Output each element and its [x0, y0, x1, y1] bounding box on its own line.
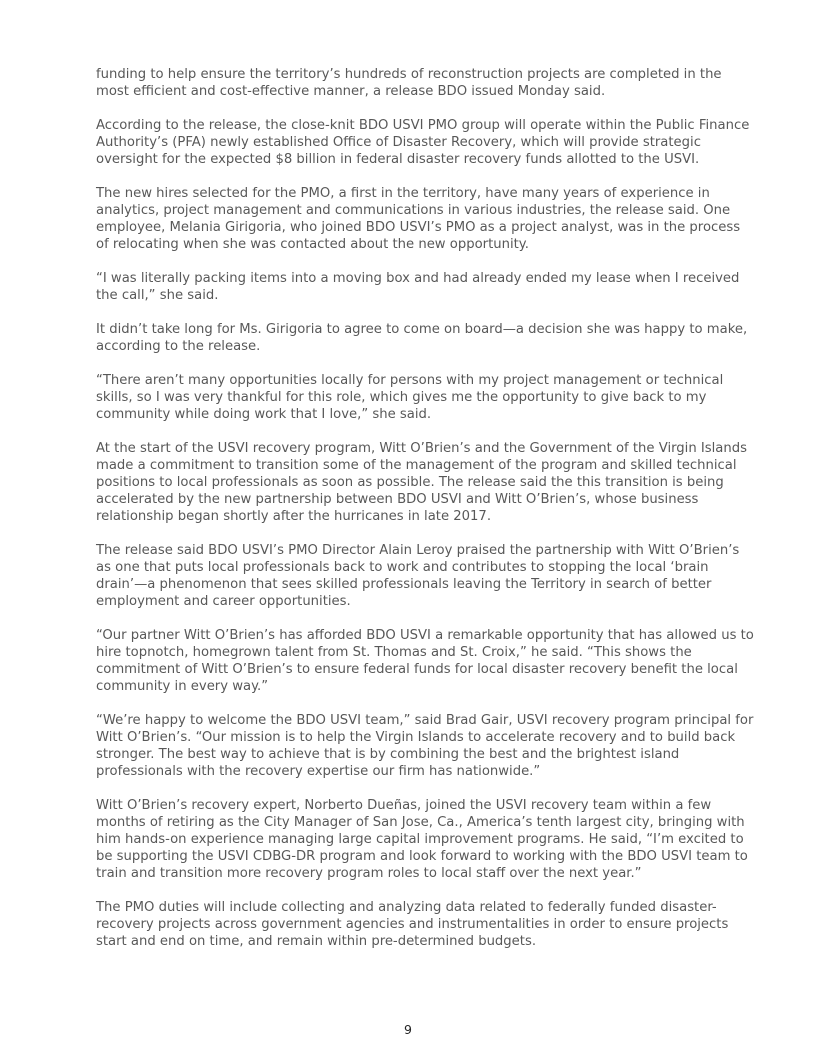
paragraph-pfa-office: According to the release, the close-knit BDO USVI PMO group will operate within the Public Finance Authority’s (PFA) newly established Office of Disaster Recovery, which will provide strategic oversight for the expected $8 billion in federal disaster recovery funds allotted to the USVI. — [96, 118, 750, 167]
paragraph-quote-gair: “We’re happy to welcome the BDO USVI team,” said Brad Gair, USVI recovery program principal for Witt O’Brien’s. “Our mission is to help the Virgin Islands to accelerate recovery and to build back stronger. The best way to achieve that is by combining the best and the brightest island professionals with the recovery expertise our firm has nationwide.” — [96, 713, 754, 779]
paragraph-pmo-duties: The PMO duties will include collecting and analyzing data related to federally funded disaster-recovery projects across government agencies and instrumentalities in order to ensure projects start and end on time, and remain within pre-determined budgets. — [96, 900, 729, 949]
paragraph-quote-moving-box: “I was literally packing items into a moving box and had already ended my lease when I received the call,” she said. — [96, 271, 740, 303]
paragraph-funding-continuation: funding to help ensure the territory’s hundreds of reconstruction projects are completed in the most efficient and cost-effective manner, a release BDO issued Monday said. — [96, 67, 722, 99]
paragraph-quote-leroy: “Our partner Witt O’Brien’s has afforded BDO USVI a remarkable opportunity that has allowed us to hire topnotch, homegrown talent from St. Thomas and St. Croix,” he said. “This shows the commitment of Witt O’Brien’s to ensure federal funds for local disaster recovery benefit the local community in every way.” — [96, 628, 754, 694]
paragraph-brain-drain: The release said BDO USVI’s PMO Director Alain Leroy praised the partnership with Witt O’Brien’s as one that puts local professionals back to work and contributes to stopping the local ‘brain drain’—a phenomenon that sees skilled professionals leaving the Territory in search of better employment and career opportunities. — [96, 543, 740, 609]
paragraph-new-hires: The new hires selected for the PMO, a first in the territory, have many years of experience in analytics, project management and communications in various industries, the release said. One employee, Melania Girigoria, who joined BDO USVI’s PMO as a project analyst, was in the process of relocating when she was contacted about the new opportunity. — [96, 186, 741, 252]
paragraph-program-transition: At the start of the USVI recovery program, Witt O’Brien’s and the Government of the Virgin Islands made a commitment to transition some of the management of the program and skilled technical positions to local professionals as soon as possible. The release said the this transition is being accelerated by the new partnership between BDO USVI and Witt O’Brien’s, whose business relationship began shortly after the hurricanes in late 2017. — [96, 441, 747, 524]
page-number: 9 — [404, 1022, 412, 1037]
paragraph-came-on-board: It didn’t take long for Ms. Girigoria to agree to come on board—a decision she was happy to make, according to the release. — [96, 322, 748, 354]
document-body — [96, 66, 756, 967]
paragraph-quote-opportunities: “There aren’t many opportunities locally for persons with my project management or technical skills, so I was very thankful for this role, which gives me the opportunity to give back to my community while doing work that I love,” she said. — [96, 373, 724, 422]
paragraph-duenas: Witt O’Brien’s recovery expert, Norberto Dueñas, joined the USVI recovery team within a few months of retiring as the City Manager of San Jose, Ca., America’s tenth largest city, bringing with him hands-on experience managing large capital improvement programs. He said, “I’m excited to be supporting the USVI CDBG-DR program and look forward to working with the BDO USVI team to train and transition more recovery program roles to local staff over the next year.” — [96, 798, 748, 881]
